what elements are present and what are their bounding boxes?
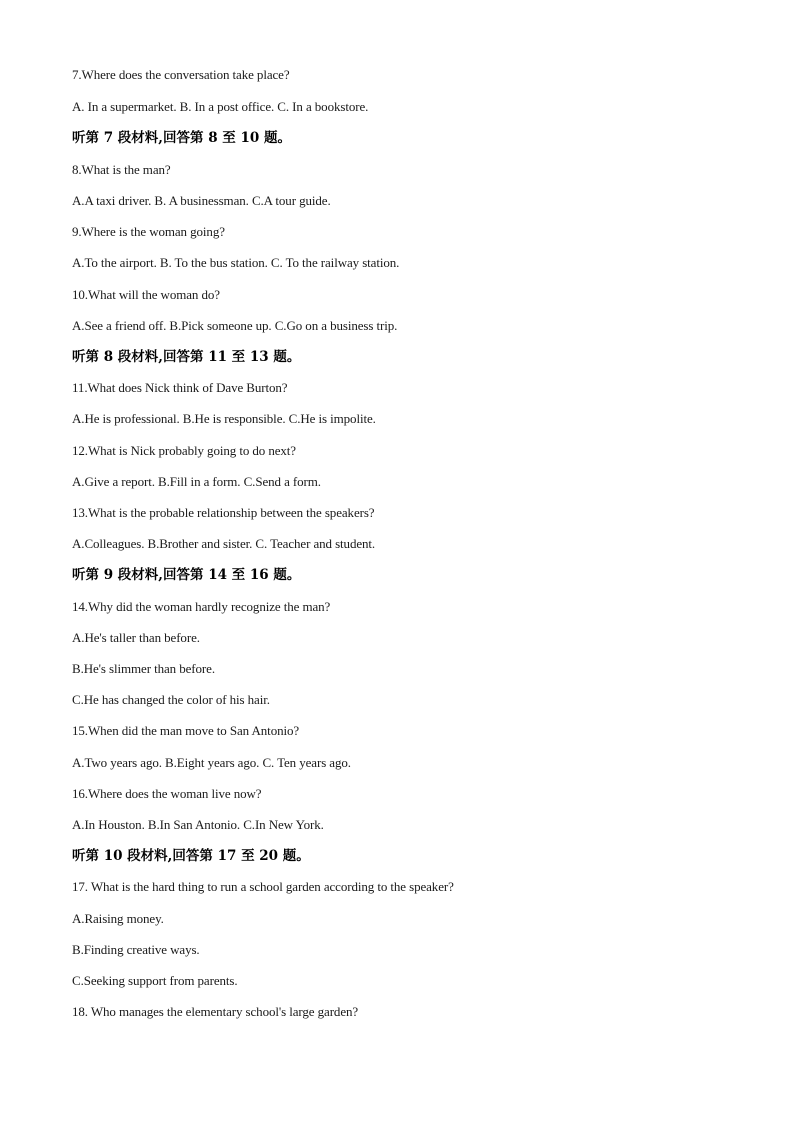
- question-17: 17. What is the hard thing to run a school garden according to the speaker?: [72, 879, 454, 894]
- question-12: 12.What is Nick probably going to do next?: [72, 443, 296, 458]
- options-13: A.Colleagues. B.Brother and sister. C. Teacher and student.: [72, 536, 376, 551]
- question-10: 10.What will the woman do?: [72, 287, 220, 302]
- question-8: 8.What is the man?: [72, 162, 171, 177]
- section-heading-7: 听第 7 段材料,回答第 8 至 10 题。: [72, 130, 291, 146]
- option-14c: C.He has changed the color of his hair.: [72, 692, 270, 707]
- question-14: 14.Why did the woman hardly recognize the man?: [72, 599, 331, 614]
- question-18: 18. Who manages the elementary school's large garden?: [72, 1004, 359, 1019]
- section-heading-9: 听第 9 段材料,回答第 14 至 16 题。: [72, 567, 301, 583]
- question-15: 15.When did the man move to San Antonio?: [72, 723, 300, 738]
- options-10: A.See a friend off. B.Pick someone up. C.Go on a business trip.: [72, 318, 398, 333]
- question-9: 9.Where is the woman going?: [72, 224, 225, 239]
- question-16: 16.Where does the woman live now?: [72, 786, 262, 801]
- question-7: 7.Where does the conversation take place?: [72, 67, 290, 82]
- options-11: A.He is professional. B.He is responsible. C.He is impolite.: [72, 411, 376, 426]
- option-14a: A.He's taller than before.: [72, 630, 200, 645]
- section-heading-8: 听第 8 段材料,回答第 11 至 13 题。: [72, 349, 301, 365]
- option-17a: A.Raising money.: [72, 911, 164, 926]
- question-11: 11.What does Nick think of Dave Burton?: [72, 380, 288, 395]
- options-12: A.Give a report. B.Fill in a form. C.Send a form.: [72, 474, 321, 489]
- option-14b: B.He's slimmer than before.: [72, 661, 215, 676]
- question-13: 13.What is the probable relationship between the speakers?: [72, 505, 375, 520]
- options-15: A.Two years ago. B.Eight years ago. C. Ten years ago.: [72, 755, 351, 770]
- option-17b: B.Finding creative ways.: [72, 942, 200, 957]
- option-17c: C.Seeking support from parents.: [72, 973, 238, 988]
- options-16: A.In Houston. B.In San Antonio. C.In New York.: [72, 817, 324, 832]
- options-8: A.A taxi driver. B. A businessman. C.A tour guide.: [72, 193, 331, 208]
- options-7: A. In a supermarket. B. In a post office. C. In a bookstore.: [72, 99, 369, 114]
- options-9: A.To the airport. B. To the bus station. C. To the railway station.: [72, 255, 400, 270]
- section-heading-10: 听第 10 段材料,回答第 17 至 20 题。: [72, 848, 310, 864]
